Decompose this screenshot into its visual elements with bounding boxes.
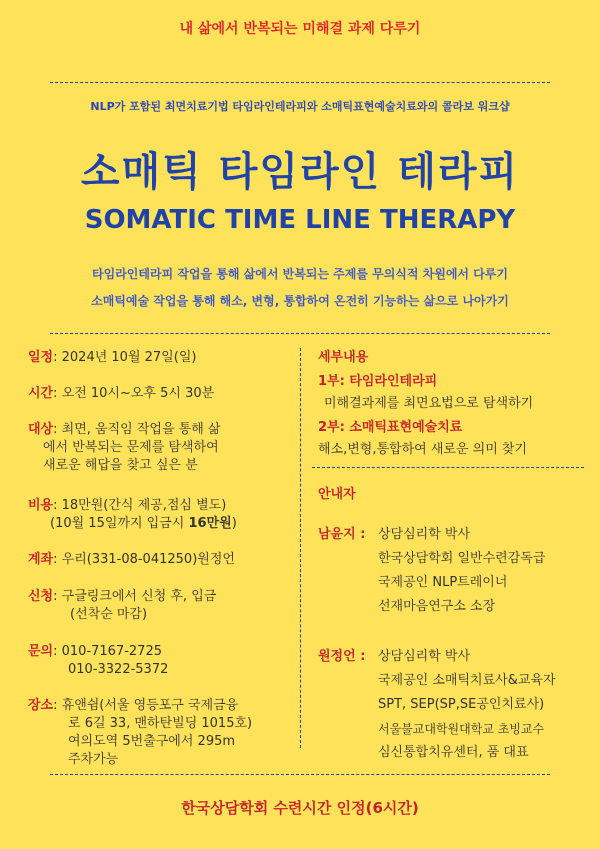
target-label: 대상 [28,422,54,437]
part2-desc: 해소,변형,통합하여 새로운 의미 찾기 [318,442,528,457]
title-korean: 소매틱 타임라인 테라피 [80,149,520,195]
target-line-1: : 최면, 움직임 작업을 통해 삶 [53,422,221,437]
place-line-3: 여의도역 5번출구에서 295m [68,734,236,749]
place-line-2: 로 6길 33, 맨하탄빌딩 1015호) [68,716,253,731]
guide-1-line-2: 한국상담학회 일반수련감독급 [378,551,546,566]
workshop-subtitle: NLP가 포함된 최면치료기법 타임라인테라피와 소매틱표현예술치료와의 콜라보 워크샵 [90,100,510,113]
detail-time [28,385,298,403]
time-value: : 오전 10시~오후 5시 30분 [53,386,215,401]
date-value: : 2024년 10월 27일(일) [53,350,197,365]
apply-label: 신청 [28,589,54,604]
guide-1-line-1: 상담심리학 박사 [378,527,471,542]
fee-line-2-pre: (10월 15일까지 입금시 [50,516,189,531]
guide-1-name: 남윤지 [318,527,356,542]
guide-1-line-3: 국제공인 NLP트레이너 [378,575,508,590]
divider-right [312,467,584,468]
account-value: : 우리(331-08-041250)원정언 [53,552,235,567]
detail-contact [28,643,298,679]
guide-2-line-4: 서울불교대학원대학교 초빙교수 [378,722,545,736]
part1-desc: 미해결과제를 최면요법으로 탐색하기 [324,396,534,411]
fee-discount-price: 16만원 [188,516,232,531]
description-line-1: 타임라인테라피 작업을 통해 삶에서 반복되는 주제를 무의식적 차원에서 다루기 [92,267,508,281]
apply-line-1: : 구글링크에서 신청 후, 입금 [53,589,217,604]
contact-label: 문의 [28,644,54,659]
detail-date [28,349,298,367]
detail-apply [28,588,298,624]
fee-label: 비용 [28,498,54,513]
guide-2-line-1: 상담심리학 박사 [378,649,471,664]
guide-2-name: 원정언 [318,649,356,664]
guide-1-colon: : [355,527,366,542]
apply-line-2: (선착순 마감) [70,607,148,622]
footer-certification: 한국상담학회 수련시간 인정(6시간) [181,799,419,817]
contact-line-2: 010-3322-5372 [68,662,169,677]
divider-middle [50,333,550,334]
top-tagline: 내 삶에서 반복되는 미해결 과제 다루기 [179,21,421,37]
target-line-2: 에서 반복되는 문제를 탐색하여 [43,440,219,455]
detail-account [28,551,298,569]
title-english: SOMATIC TIME LINE THERAPY [84,205,516,235]
guide-2-line-2: 국제공인 소매틱치료사&교육자 [378,673,556,688]
divider-bottom [50,774,550,775]
column-divider [300,348,301,748]
fee-line-1: : 18만원(간식 제공,점심 별도) [53,498,227,513]
place-label: 장소 [28,698,54,713]
divider-top [50,82,550,83]
detail-target [28,421,298,475]
date-label: 일정 [28,350,54,365]
detail-fee [28,497,298,533]
time-label: 시간 [28,386,54,401]
description-line-2: 소매틱예술 작업을 통해 해소, 변형, 통합하여 온전히 기능하는 삶으로 나아가기 [91,294,509,308]
guide-2-colon: : [355,649,366,664]
place-line-4: 주차가능 [68,752,119,767]
part2-title: 2부: 소매틱표현예술치료 [318,420,463,435]
program-heading: 세부내용 [318,350,369,365]
fee-line-2-post: ) [231,516,237,531]
contact-line-1: : 010-7167-2725 [53,644,162,659]
target-line-3: 새로운 해답을 찾고 싶은 분 [43,458,198,473]
part1-title: 1부: 타임라인테라피 [318,374,438,389]
guide-2-line-3: SPT, SEP(SP,SE공인치료사) [378,697,545,712]
place-line-1: : 휴앤쉼(서울 영등포구 국제금융 [53,698,239,713]
account-label: 계좌 [28,552,54,567]
guide-1-line-4: 선재마음연구소 소장 [378,599,496,614]
detail-place [28,697,298,769]
guide-2-line-5: 심신통합치유센터, 품 대표 [378,745,529,760]
guides-heading: 안내자 [318,487,356,502]
